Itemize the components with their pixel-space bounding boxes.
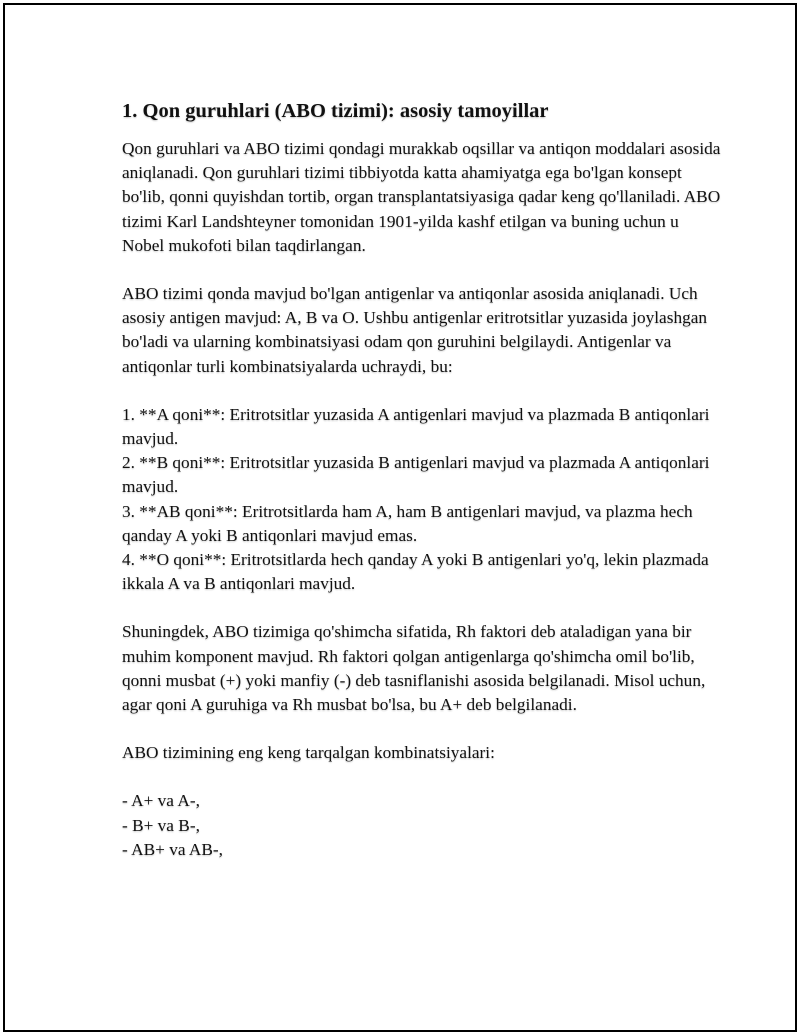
document-body [122,97,722,886]
combinations-intro: ABO tizimining eng keng tarqalgan kombinatsiyalari: [122,743,495,763]
blood-type-list [122,403,722,597]
combination-item: - B+ va B-, [122,815,200,835]
antigen-paragraph: ABO tizimi qonda mavjud bo'lgan antigenlar va antiqonlar asosida aniqlanadi. Uch asosiy antigen mavjud: A, B va O. Ushbu antigenlar eritrotsitlar yuzasida joylashgan bo'ladi va ularning kombinatsiyasi odam qon guruhini belgilaydi. Antigenlar va antiqonlar turli kombinatsiyalarda uchraydi, bu: [122,284,708,376]
document-title: 1. Qon guruhlari (ABO tizimi): asosiy tamoyillar [122,100,549,122]
list-item-a: 1. **A qoni**: Eritrotsitlar yuzasida A antigenlari mavjud va plazmada B antiqonlari mavjud. [122,404,710,449]
list-item-o: 4. **O qoni**: Eritrotsitlarda hech qanday A yoki B antigenlari yo'q, lekin plazmada ikkala A va B antiqonlari mavjud. [122,550,709,594]
combinations-list [122,789,722,862]
list-item-ab: 3. **AB qoni**: Eritrotsitlarda ham A, ham B antigenlari mavjud, va plazma hech qanday A yoki B antiqonlari mavjud emas. [122,501,693,545]
combination-item: - A+ va A-, [122,791,200,811]
rh-factor-paragraph: Shuningdek, ABO tizimiga qo'shimcha sifatida, Rh faktori deb ataladigan yana bir muhim komponent mavjud. Rh faktori qolgan antigenlarga qo'shimcha omil bo'lib, qonni musbat (+) yoki manfiy (-) deb tasniflanishi asosida belgilanadi. Misol uchun, agar qoni A guruhiga va Rh musbat bo'lsa, bu A+ deb belgilanadi. [122,622,706,715]
page-frame [3,3,797,1032]
list-item-b: 2. **B qoni**: Eritrotsitlar yuzasida B antigenlari mavjud va plazmada A antiqonlari mavjud. [122,453,710,497]
intro-paragraph: Qon guruhlari va ABO tizimi qondagi murakkab oqsillar va antiqon moddalari asosida aniqlanadi. Qon guruhlari tizimi tibbiyotda katta ahamiyatga ega bo'lgan konsept bo'lib, qonni quyishdan tortib, organ transplantatsiyasiga qadar keng qo'llaniladi. ABO tizimi Karl Landshteyner tomonidan 1901-yilda kashf etilgan va buning uchun u Nobel mukofoti bilan taqdirlangan. [122,139,721,255]
combination-item: - AB+ va AB-, [122,839,223,859]
